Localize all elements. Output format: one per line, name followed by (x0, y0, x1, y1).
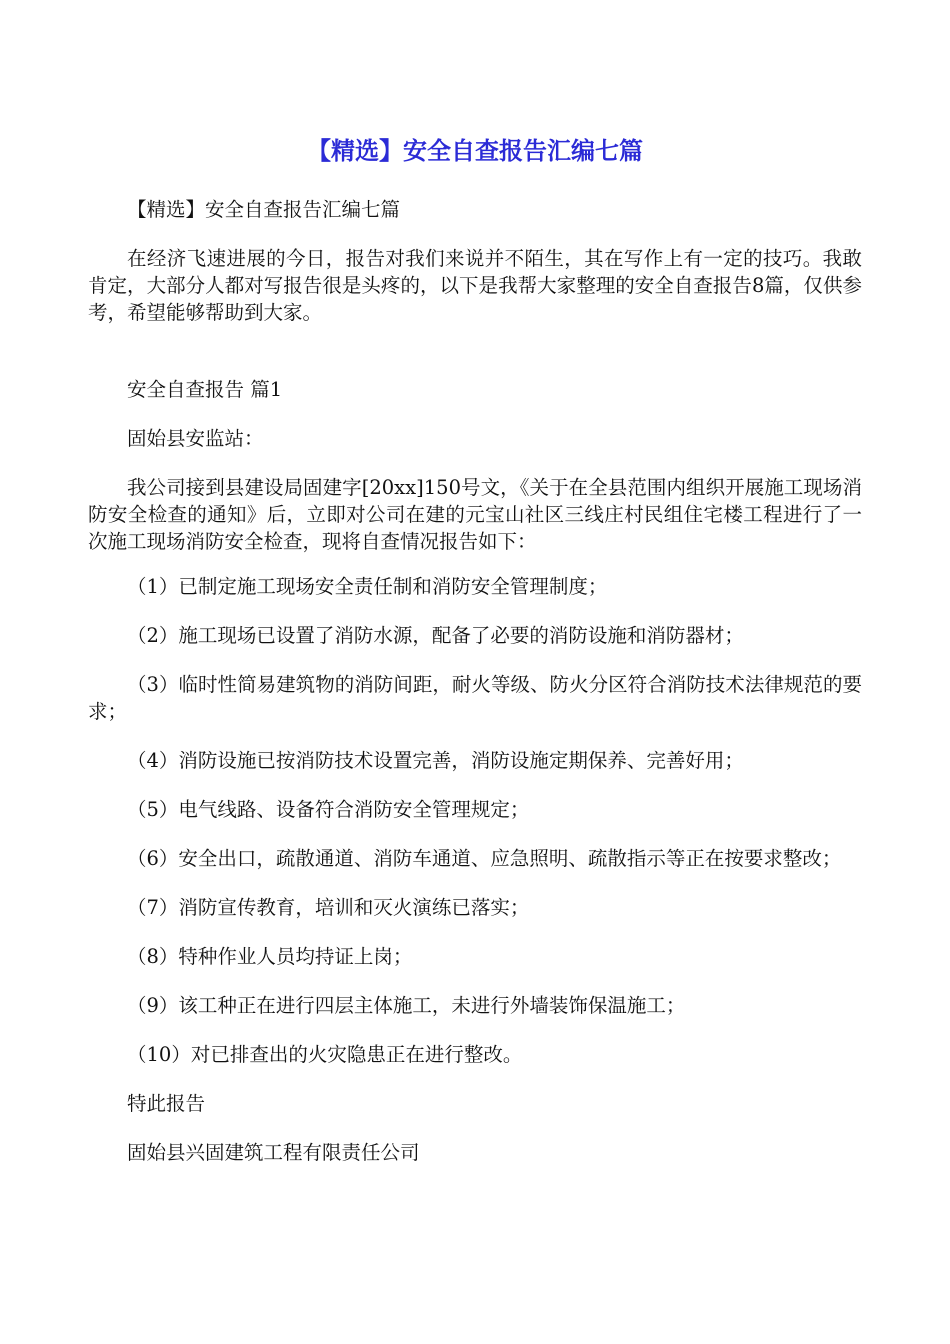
salutation: 固始县安监站： (127, 427, 264, 450)
body-paragraph: 我公司接到县建设局固建字[20xx]150号文，《关于在全县范围内组织开展施工现场消防安全检查的通知》后，立即对公司在建的元宝山社区三线庄村民组住宅楼工程进行了一次施工现场消防安全检查，现将自查情况报告如下： (88, 476, 862, 553)
list-item: （1）已制定施工现场安全责任制和消防安全管理制度； (127, 575, 608, 598)
list-item: （2）施工现场已设置了消防水源，配备了必要的消防设施和消防器材； (127, 624, 744, 647)
signature: 固始县兴固建筑工程有限责任公司 (127, 1141, 420, 1164)
closing: 特此报告 (127, 1092, 206, 1115)
list-item: （8）特种作业人员均持证上岗； (127, 945, 413, 968)
intro-paragraph: 在经济飞速进展的今日，报告对我们来说并不陌生，其在写作上有一定的技巧。我敢肯定，大部分人都对写报告很是头疼的，以下是我帮大家整理的安全自查报告8篇，仅供参考，希望能够帮助到大家。 (88, 247, 862, 324)
section-heading: 安全自查报告 篇1 (127, 378, 283, 401)
list-item: （9）该工种正在进行四层主体施工，未进行外墙装饰保温施工； (127, 994, 686, 1017)
list-item: （6）安全出口，疏散通道、消防车通道、应急照明、疏散指示等正在按要求整改； (127, 847, 842, 870)
list-item: （4）消防设施已按消防技术设置完善，消防设施定期保养、完善好用； (127, 749, 744, 772)
list-item: （7）消防宣传教育，培训和灭火演练已落实； (127, 896, 530, 919)
subtitle: 【精选】安全自查报告汇编七篇 (127, 198, 401, 221)
list-item: （5）电气线路、设备符合消防安全管理规定； (127, 798, 530, 821)
document-title: 【精选】安全自查报告汇编七篇 (307, 137, 643, 165)
list-item: （3）临时性简易建筑物的消防间距，耐火等级、防火分区符合消防技术法律规范的要求； (88, 673, 862, 723)
document-body (88, 196, 862, 1166)
list-item: （10）对已排查出的火灾隐患正在进行整改。 (127, 1043, 523, 1066)
